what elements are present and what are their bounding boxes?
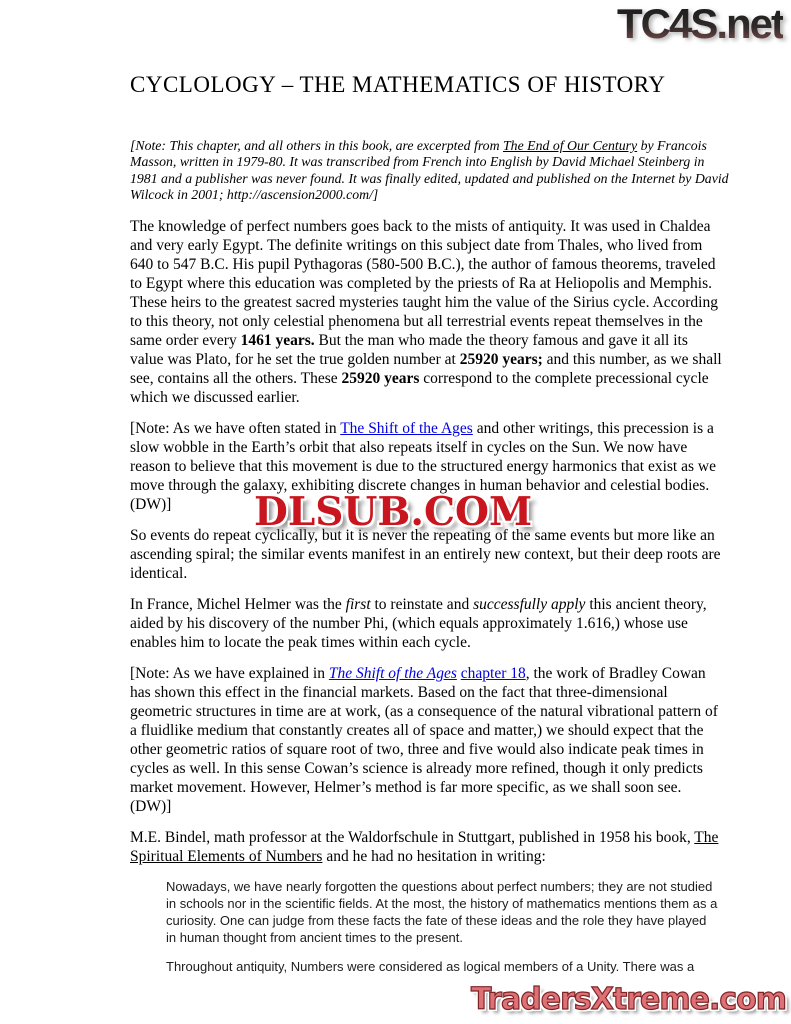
editor-note — [130, 138, 730, 203]
block-quote — [166, 878, 718, 946]
body-paragraph — [130, 595, 724, 652]
text-run: and this number, as we shall see, contains all the others. These — [130, 351, 722, 388]
block-quote — [166, 958, 718, 975]
inline-link[interactable]: chapter 18 — [460, 665, 526, 683]
text-run: correspond to the complete precessional cycle which we discussed earlier. — [130, 370, 709, 407]
text-run: and he had no hesitation in writing: — [322, 848, 546, 866]
text-run: [Note: As we have explained in — [130, 665, 329, 683]
text-run: 1461 years. — [240, 332, 315, 350]
text-run: Nowadays, we have nearly forgotten the questions about perfect numbers; they are not studied in schools nor in the scientific fields. At the most, the history of mathematics mentions them as a curiosity. One can judge from these facts the fate of these ideas and the role they have played in human thought from ancient times to the present. — [166, 879, 718, 946]
text-run: The End of Our Century — [503, 138, 638, 153]
inline-link[interactable]: The Shift of the Ages — [340, 420, 473, 438]
body-paragraph — [130, 217, 724, 407]
text-run: [Note: As we have often stated in — [130, 420, 341, 438]
text-run: But the man who made the theory famous and gave it all its value was Plato, for he set the true golden number at — [130, 332, 688, 369]
body-paragraph — [130, 828, 724, 866]
text-run: 25920 years; — [459, 351, 543, 369]
tradersxtreme-logo: TradersXtreme.com — [471, 982, 786, 1017]
inline-link[interactable]: The Shift of the Ages — [328, 665, 457, 683]
text-run: and other writings, this precession is a slow wobble in the Earth’s orbit that also repeats itself in cycles on the Sun. We now have reason to believe that this movement is due to the structured energy harmonics that exist as we move through the galaxy, exhibiting discrete changes in human behavior and celestial bodies. (DW)] — [130, 420, 716, 514]
text-run: The knowledge of perfect numbers goes back to the mists of antiquity. It was used in Chaldea and very early Egypt. The definite writings on this subject date from Thales, who lived from 640 to 547 B.C. His pupil Pythagoras (580-500 B.C.), the author of famous theorems, traveled to Egypt where this education was completed by the priests of Ra at Heliopolis and Memphis. These heirs to the greatest sacred mysteries taught him the value of the Sirius cycle. According to this theory, not only celestial phenomena but all terrestrial events repeat themselves in the same order every — [130, 218, 718, 350]
text-run: In France, Michel Helmer was the — [130, 596, 346, 614]
text-run: The Spiritual Elements of Numbers — [130, 829, 719, 866]
text-run: M.E. Bindel, math professor at the Waldorfschule in Stuttgart, published in 1958 his book, — [130, 829, 695, 847]
tc4s-logo: TC4S.net — [616, 0, 783, 47]
text-run: first — [345, 596, 371, 614]
text-run: [Note: This chapter, and all others in this book, are excerpted from — [130, 138, 503, 153]
text-run: this ancient theory, aided by his discovery of the number Phi, (which equals approximately 1.616,) whose use enables him to locate the peak times within each cycle. — [130, 596, 707, 652]
text-run: 25920 years — [341, 370, 420, 388]
page-title: CYCLOLOGY – THE MATHEMATICS OF HISTORY — [130, 72, 666, 97]
dlsub-watermark: DLSUB.COM — [254, 489, 533, 535]
article-content — [130, 0, 729, 975]
text-run: successfully apply — [473, 596, 586, 614]
text-run: , the work of Bradley Cowan has shown this effect in the financial markets. Based on the fact that three-dimensional geometric structures in time are at work, (as a consequence of the natural vibrational pattern of a fluidlike medium that constantly creates all of space and matter,) we should expect that the other geometric ratios of square root of two, three and five would also indicate peak times in cycles as well. In this sense Cowan’s science is already more refined, though it only predicts market movement. However, Helmer’s method is far more specific, as we shall soon see. (DW)] — [130, 665, 718, 816]
text-run: to reinstate and — [370, 596, 474, 614]
text-run: by Francois Masson, written in 1979-80. It was transcribed from French into English by David Michael Steinberg in 1981 and a publisher was never found. It was finally edited, updated and published on the Internet by David Wilcock in 2001; http://ascension2000.com/] — [130, 138, 729, 202]
text-run: Throughout antiquity, Numbers were considered as logical members of a Unity. There was a — [166, 959, 695, 975]
text-run: So events do repeat cyclically, but it is never the repeating of the same events but more like an ascending spiral; the similar events manifest in an entirely new context, but their deep roots are identical. — [130, 527, 721, 583]
editor-note-paragraph — [130, 664, 724, 816]
